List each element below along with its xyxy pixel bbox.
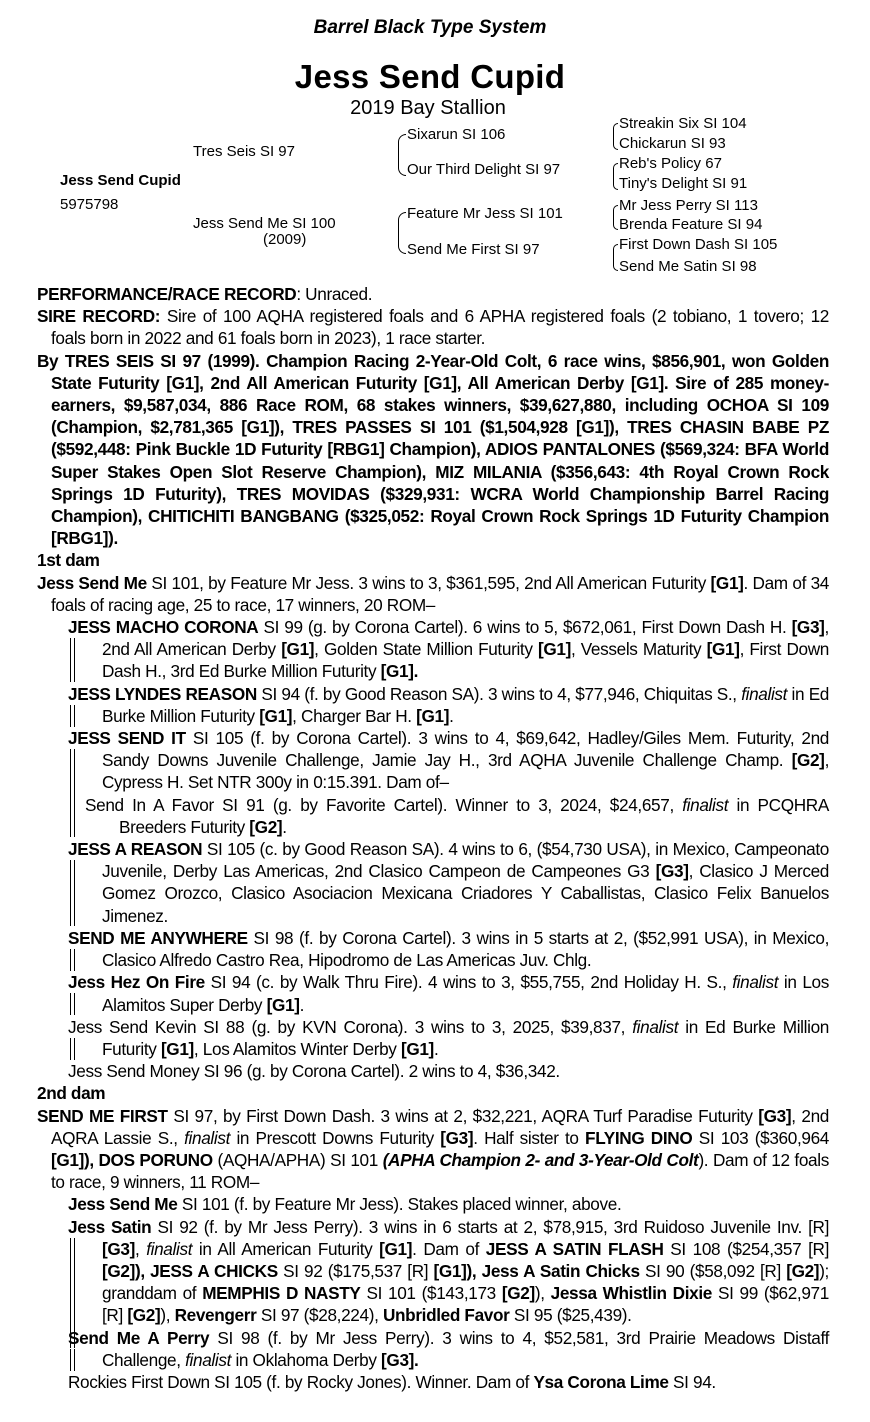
pedigree-brace <box>613 244 618 271</box>
relative-name: JESS A SATIN FLASH <box>485 1238 664 1259</box>
produce-text: Jess Send Kevin SI 88 (g. by KVN Corona). 3 wins to 3, 2025, $39,837, <box>68 1016 633 1037</box>
grade-label: [G2] <box>249 816 283 837</box>
grade-label: [G1] <box>706 639 740 660</box>
grade-label: [G1] <box>160 1038 194 1059</box>
grade-label: [G1] <box>259 705 293 726</box>
relative-name: FLYING DINO <box>585 1127 693 1148</box>
second-dam-text: . Half sister to <box>473 1127 586 1148</box>
produce-text: in Ed Burke Million Futurity <box>102 683 830 726</box>
first-dam-text: SI 101, by Feature Mr Jess. 3 wins to 3, $361,595, 2nd All American Futurity <box>146 572 711 593</box>
first-dam-paragraph <box>37 572 829 616</box>
finalist-label: finalist <box>682 794 729 815</box>
indent-bar <box>70 749 75 837</box>
produce-text: SI 101 ($143,173 <box>360 1283 502 1304</box>
produce-name: Jess Send Me <box>68 1194 178 1215</box>
grade-label: [G1] <box>537 639 571 660</box>
produce-text: , First Down Dash H., 3rd Ed Burke Million Futurity <box>102 639 829 682</box>
second-dam-paragraph <box>37 1105 829 1194</box>
grade-label: [G1] <box>710 572 744 593</box>
grade-label: [G1] <box>416 705 450 726</box>
performance-label: PERFORMANCE/RACE RECORD <box>37 284 297 304</box>
second-dam-heading: 2nd dam <box>37 1083 106 1104</box>
horse-name-title: Jess Send Cupid <box>294 58 566 95</box>
produce-text: SI 105 (f. by Corona Cartel). 3 wins to 4, $69,642, Hadley/Giles Mem. Futurity, 2nd Sandy Downs Juvenile Challenge, Jamie Jay H., 3rd AQHA Juvenile Challenge Champ. <box>102 728 830 771</box>
grade-label: [G1] <box>400 1038 434 1059</box>
produce-text: , Cypress H. Set NTR 300y in 0:15.391. Dam of– <box>102 750 829 793</box>
produce-text: SI 98 (f. by Mr Jess Perry). 3 wins to 4, $52,581, 3rd Prairie Meadows Distaff Challenge, <box>102 1327 829 1370</box>
produce-name: JESS A REASON <box>68 839 203 860</box>
pedigree-dam-sire: Feature Mr Jess SI 101 <box>407 205 563 222</box>
pedigree-dam: Jess Send Me SI 100 <box>193 215 336 232</box>
system-title: Barrel Black Type System <box>313 17 547 38</box>
pedigree-sire-dam: Our Third Delight SI 97 <box>407 161 561 178</box>
produce-text: SI 108 ($254,357 [R] <box>663 1238 829 1259</box>
produce-text: SI 99 (g. by Corona Cartel). 6 wins to 5, $672,061, First Down Dash H. <box>258 617 792 638</box>
grade-label: [G3]. <box>381 1349 419 1370</box>
produce-text: in PCQHRA Breeders Futurity <box>119 794 829 837</box>
sire-record-label: SIRE RECORD: <box>37 306 161 327</box>
relative-name: Ysa Corona Lime <box>533 1371 669 1392</box>
produce-name: Jess Satin <box>68 1216 152 1237</box>
pedigree-g7: First Down Dash SI 105 <box>619 236 778 253</box>
produce-text: , 2nd All American Derby <box>102 617 829 660</box>
produce-entry <box>68 1016 829 1060</box>
pedigree-g3: Reb's Policy 67 <box>619 155 722 172</box>
pedigree-g6: Brenda Feature SI 94 <box>619 216 763 233</box>
grand-produce-entry <box>85 794 829 838</box>
indent-bar <box>70 1038 75 1060</box>
pedigree-brace <box>613 163 618 190</box>
catalog-page-body <box>37 283 829 1393</box>
relative-name: MEMPHIS D NASTY <box>202 1283 361 1304</box>
produce-entry: Jess Send Money SI 96 (g. by Corona Cartel). 2 wins to 4, $36,342. <box>68 1061 560 1082</box>
produce-text: SI 99 ($62,971 [R] <box>102 1283 829 1326</box>
finalist-label: finalist <box>741 683 788 704</box>
pedigree-g5: Mr Jess Perry SI 113 <box>619 197 758 214</box>
relative-name: JESS A CHICKS <box>144 1260 278 1281</box>
relative-name: Jessa Whistlin Dixie <box>550 1283 712 1304</box>
produce-text: ), <box>534 1283 551 1304</box>
produce-text: . <box>282 816 287 837</box>
indent-bar <box>70 860 75 926</box>
grade-label: [G1]), <box>433 1260 477 1281</box>
horse-subtitle: 2019 Bay Stallion <box>350 97 506 119</box>
produce-text: SI 92 (f. by Mr Jess Perry). 3 wins in 6 starts at 2, $78,915, 3rd Ruidoso Juvenile Inv. [R] <box>151 1216 829 1237</box>
indent-bar <box>70 949 75 971</box>
pedigree-subject-reg: 5975798 <box>60 196 119 213</box>
pedigree-dam-year: (2009) <box>263 231 307 248</box>
first-dam-text: . Dam of 34 foals of racing age, 25 to race, 17 winners, 20 ROM– <box>51 572 830 615</box>
pedigree-brace <box>398 212 406 254</box>
performance-record <box>37 283 829 305</box>
grade-label: [G3] <box>791 617 825 638</box>
produce-text: SI 95 ($25,439). <box>509 1305 632 1326</box>
produce-text: . <box>433 1038 439 1059</box>
produce-text: SI 101 (f. by Feature Mr Jess). Stakes placed winner, above. <box>177 1194 622 1215</box>
produce-text: . Dam of <box>412 1238 486 1259</box>
pedigree-g4: Tiny's Delight SI 91 <box>619 175 748 192</box>
finalist-label: finalist <box>185 1349 232 1370</box>
relative-name: Jess A Satin Chicks <box>476 1260 640 1281</box>
pedigree-brace <box>398 134 406 176</box>
produce-name: SEND ME ANYWHERE <box>68 927 248 948</box>
produce-entry <box>68 1193 829 1215</box>
produce-entry <box>68 838 829 927</box>
indent-bar <box>70 1349 75 1371</box>
pedigree-g1: Streakin Six SI 104 <box>619 115 747 132</box>
produce-entry <box>68 683 829 727</box>
produce-name: JESS MACHO CORONA <box>68 617 259 638</box>
sire-record <box>37 305 829 349</box>
produce-text: Rockies First Down SI 105 (f. by Rocky Jones). Winner. Dam of <box>68 1371 534 1392</box>
produce-text: SI 98 (f. by Corona Cartel). 3 wins in 5 starts at 2, ($52,991 USA), in Mexico, Clasico Alfredo Castro Rea, Hipodromo de Las Americas Juv. Chlg. <box>102 927 829 971</box>
produce-name: JESS LYNDES REASON <box>68 683 257 704</box>
grade-label: [G2] <box>786 1260 820 1281</box>
performance-text: : Unraced. <box>296 284 373 304</box>
grade-label: [G2] <box>127 1305 161 1326</box>
produce-text: , Los Alamitos Winter Derby <box>193 1038 401 1059</box>
grade-label: [G1]. <box>380 661 419 682</box>
produce-text: in Ed Burke Million Futurity <box>102 1016 829 1059</box>
produce-text: SI 94 (c. by Walk Thru Fire). 4 wins to 3, $55,755, 2nd Holiday H. S., <box>204 972 733 993</box>
second-dam-text: in Prescott Downs Futurity <box>230 1127 441 1148</box>
produce-text: SI 92 ($175,537 [R] <box>277 1260 434 1281</box>
second-dam-text: , 2nd AQRA Lassie S., <box>51 1105 829 1148</box>
produce-entry <box>68 971 829 1015</box>
produce-entry <box>68 1327 829 1371</box>
produce-name: Send Me A Perry <box>68 1327 210 1348</box>
produce-text: ); granddam of <box>102 1260 829 1304</box>
finalist-label: finalist <box>146 1238 193 1259</box>
produce-text: SI 105 (c. by Good Reason SA). 4 wins to 6, ($54,730 USA), in Mexico, Campeonato Juvenile, Derby Las Americas, 2nd Clasico Campeon de Campeones G3 <box>102 839 829 882</box>
produce-name: JESS SEND IT <box>68 728 186 749</box>
produce-text: . <box>299 994 305 1015</box>
grade-label: [G1]), DOS PORUNO <box>51 1149 213 1170</box>
grade-label: [G3] <box>440 1127 474 1148</box>
second-dam-name: SEND ME FIRST <box>37 1105 168 1126</box>
produce-text: SI 94 (f. by Good Reason SA). 3 wins to 4, $77,946, Chiquitas S., <box>256 683 742 704</box>
pedigree-brace <box>613 123 618 150</box>
pedigree-brace <box>613 205 618 230</box>
produce-name: Jess Hez On Fire <box>68 972 205 993</box>
produce-entry <box>68 616 829 683</box>
produce-text: , Golden State Million Futurity <box>314 639 538 660</box>
pedigree-sire: Tres Seis SI 97 <box>193 143 295 160</box>
grade-label: [G2]), <box>102 1260 145 1281</box>
second-dam-text: SI 103 ($360,964 <box>692 1127 829 1148</box>
produce-text: SI 90 ($58,092 [R] <box>639 1260 787 1281</box>
champion-label: (APHA Champion 2- and 3-Year-Old Colt <box>382 1149 699 1170</box>
grade-label: [G1] <box>281 639 315 660</box>
first-dam-heading: 1st dam <box>37 550 100 571</box>
second-dam-text: ). Dam of 12 foals to race, 9 winners, 11 ROM– <box>51 1149 829 1193</box>
sire-paragraph: By TRES SEIS SI 97 (1999). Champion Racing 2-Year-Old Colt, 6 race wins, $856,901, won Golden State Futurity [G1], 2nd All American Futurity [G1], All American Derby [G1]. Sire of 285 money-earners, $9,587,034, 886 Race ROM, 68 stakes winners, $39,627,880, including OCHOA SI 109 (Champion, $2,781,365 [G1]), TRES PASSES SI 101 ($1,504,928 [G1]), TRES CHASIN BABE PZ ($592,448: Pink Buckle 1D Futurity [RBG1] Champion), ADIOS PANTALONES ($569,324: BFA World Super Stakes Open Slot Reserve Champion), MIZ MILANIA ($356,643: 4th Royal Crown Rock Springs 1D Futurity), TRES MOVIDAS ($329,931: WCRA World Championship Barrel Racing Champion), CHITICHITI BANGBANG ($325,052: Royal Crown Rock Springs 1D Futurity Champion [RBG1]). <box>37 350 829 549</box>
relative-name: Revengerr <box>174 1305 257 1326</box>
finalist-label: finalist <box>732 972 779 993</box>
relative-name: Unbridled Favor <box>382 1305 510 1326</box>
second-dam-text: (AQHA/APHA) SI 101 <box>212 1149 383 1170</box>
produce-entry <box>68 727 829 838</box>
produce-text: , Vessels Maturity <box>570 639 707 660</box>
produce-text: Send In A Favor SI 91 (g. by Favorite Cartel). Winner to 3, 2024, $24,657, <box>85 794 683 815</box>
produce-text: in Oklahoma Derby <box>231 1349 382 1370</box>
produce-text: ), <box>160 1305 175 1326</box>
second-dam-text: SI 97, by First Down Dash. 3 wins at 2, $32,221, AQRA Turf Paradise Futurity <box>167 1105 759 1126</box>
grade-label: [G3] <box>758 1105 792 1126</box>
pedigree-g2: Chickarun SI 93 <box>619 135 726 152</box>
grade-label: [G2] <box>791 750 825 771</box>
pedigree-sire-sire: Sixarun SI 106 <box>407 126 506 143</box>
pedigree-g8: Send Me Satin SI 98 <box>619 258 757 275</box>
indent-bar <box>70 638 75 682</box>
produce-text: , <box>134 1238 147 1259</box>
pedigree-dam-dam: Send Me First SI 97 <box>407 241 540 258</box>
produce-text: in Los Alamitos Super Derby <box>102 972 829 1015</box>
produce-entry <box>68 1216 829 1327</box>
produce-text: in All American Futurity <box>192 1238 380 1259</box>
finalist-label: finalist <box>184 1127 231 1148</box>
produce-entry <box>68 1371 829 1393</box>
produce-text: SI 97 ($28,224), <box>256 1305 383 1326</box>
indent-bar <box>70 993 75 1015</box>
pedigree-subject-name: Jess Send Cupid <box>60 172 181 189</box>
produce-entry <box>68 927 829 971</box>
grade-label: [G1] <box>379 1238 413 1259</box>
grade-label: [G3] <box>655 861 689 882</box>
grade-label: [G2] <box>501 1283 535 1304</box>
grade-label: [G1] <box>266 994 300 1015</box>
sire-record-text: Sire of 100 AQHA registered foals and 6 APHA registered foals (2 tobiano, 1 tovero; 12 foals born in 2022 and 61 foals born in 2023), 1 race starter. <box>51 306 829 349</box>
produce-text: . <box>449 705 454 726</box>
produce-text: , Clasico J Merced Gomez Orozco, Clasico Asociacion Mexicana Criadores Y Caballistas, Clasico Felix Banuelos Jimenez. <box>102 861 830 926</box>
finalist-label: finalist <box>632 1016 679 1037</box>
indent-bar <box>70 705 75 727</box>
produce-text: SI 94. <box>668 1371 716 1392</box>
first-dam-name: Jess Send Me <box>37 572 147 593</box>
produce-text: , Charger Bar H. <box>292 705 417 726</box>
grade-label: [G3] <box>102 1238 135 1259</box>
